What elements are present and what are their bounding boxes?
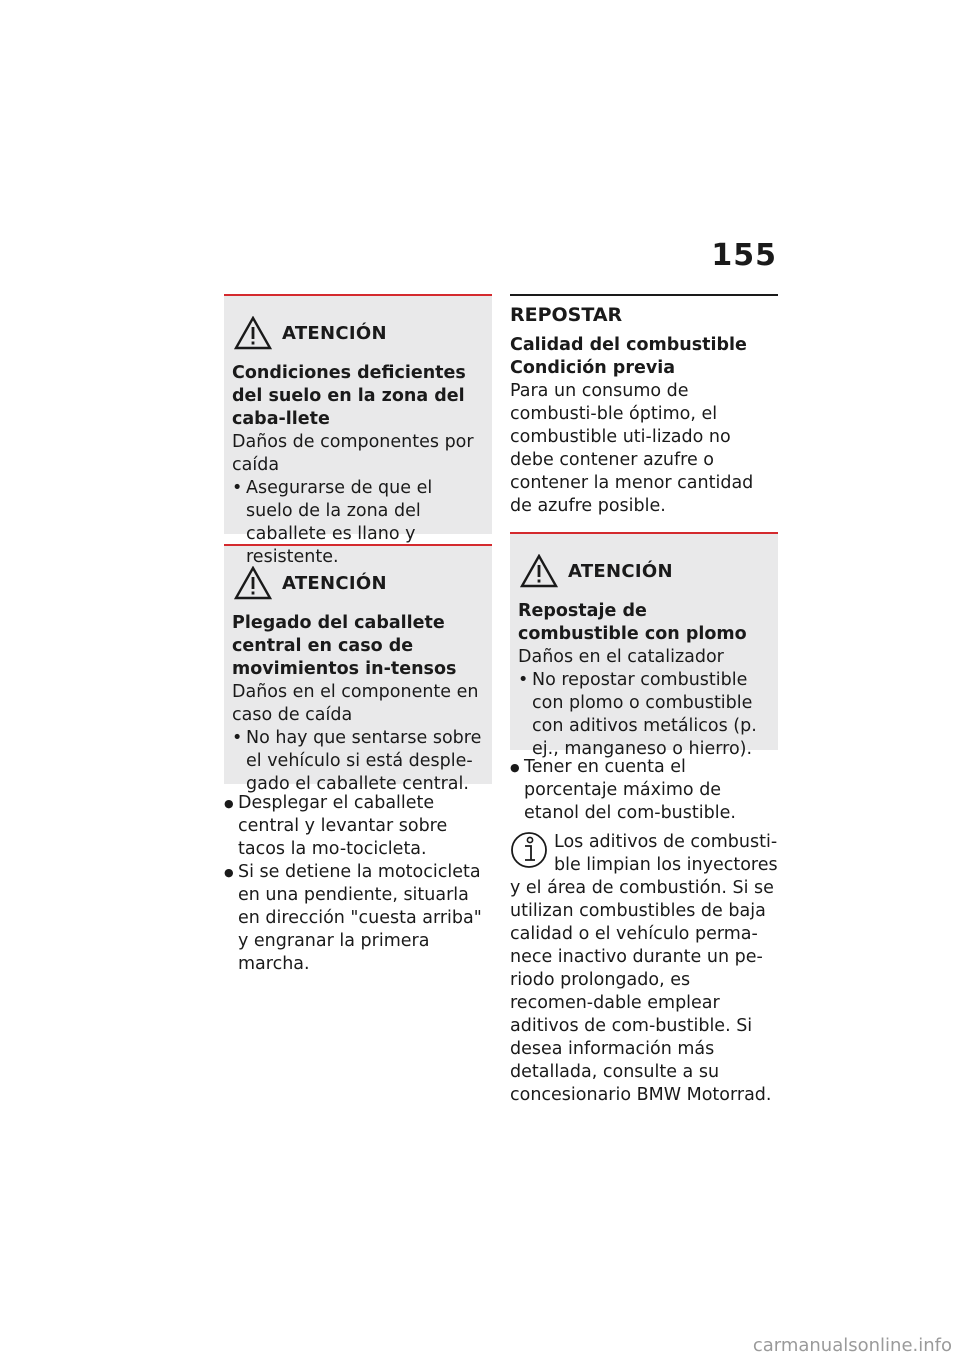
step-list	[224, 792, 492, 976]
warning-triangle-icon	[234, 316, 272, 350]
warning-box-leaded-fuel	[510, 532, 778, 759]
step-item: ● Si se detiene la motocicleta en una pendiente, situarla en dirección "cuesta arriba" y engranar la primera marcha.	[224, 861, 492, 976]
warning-title: ATENCIÓN	[282, 322, 387, 344]
warning-header	[520, 548, 770, 594]
heading-precondition: Condición previa	[510, 358, 676, 378]
warning-consequence: Daños de componentes por caída	[232, 432, 474, 475]
warning-subtitle: Repostaje de combustible con plomo	[518, 601, 747, 644]
warning-box-stand	[224, 544, 492, 794]
info-icon	[510, 831, 548, 869]
warning-title: ATENCIÓN	[282, 572, 387, 594]
right-column	[510, 294, 778, 1107]
warning-consequence: Daños en el componente en caso de caída	[232, 682, 479, 725]
warning-action: • No repostar combustible con plomo o combustible con aditivos metálicos (p. ej., manganeso o hierro).	[518, 669, 770, 761]
warning-triangle-icon	[234, 566, 272, 600]
info-note	[510, 831, 778, 1107]
warning-action: • Asegurarse de que el suelo de la zona del caballete es llano y resistente.	[232, 477, 484, 569]
step-item: ● Tener en cuenta el porcentaje máximo de etanol del com-bustible.	[510, 756, 778, 825]
heading-fuel-quality: Calidad del combustible	[510, 335, 747, 355]
warning-triangle-icon	[520, 554, 558, 588]
step-item: ● Desplegar el caballete central y levantar sobre tacos la mo-tocicleta.	[224, 792, 492, 861]
warning-subtitle: Plegado del caballete central en caso de movimientos in-tensos	[232, 613, 457, 679]
warning-box-ground	[224, 294, 492, 567]
warning-subtitle: Condiciones deficientes del suelo en la zona del caba-llete	[232, 363, 466, 429]
warning-title: ATENCIÓN	[568, 560, 673, 582]
warning-action: • No hay que sentarse sobre el vehículo si está desple-gado el caballete central.	[232, 727, 484, 796]
warning-consequence: Daños en el catalizador	[518, 647, 724, 667]
section-title: REPOSTAR	[510, 294, 778, 328]
info-text: Los aditivos de combusti-ble limpian los inyectores y el área de combustión. Si se utilizan combustibles de baja calidad o el vehículo perma-nece inactivo durante un pe-riodo prolongado, es recomen-dable emplear aditivos de com-bustible. Si desea información más detallada, consulte a su concesionario BMW Motorrad.	[510, 832, 778, 1105]
warning-header	[234, 310, 484, 356]
intro-paragraph: Para un consumo de combusti-ble óptimo, el combustible uti-lizado no debe contener azufre o contener la menor cantidad de azufre posible.	[510, 381, 754, 516]
page-number: 155	[711, 238, 777, 273]
info-text-wrapper	[510, 831, 778, 1107]
left-column	[224, 294, 492, 976]
watermark: carmanualsonline.info	[752, 1335, 952, 1356]
